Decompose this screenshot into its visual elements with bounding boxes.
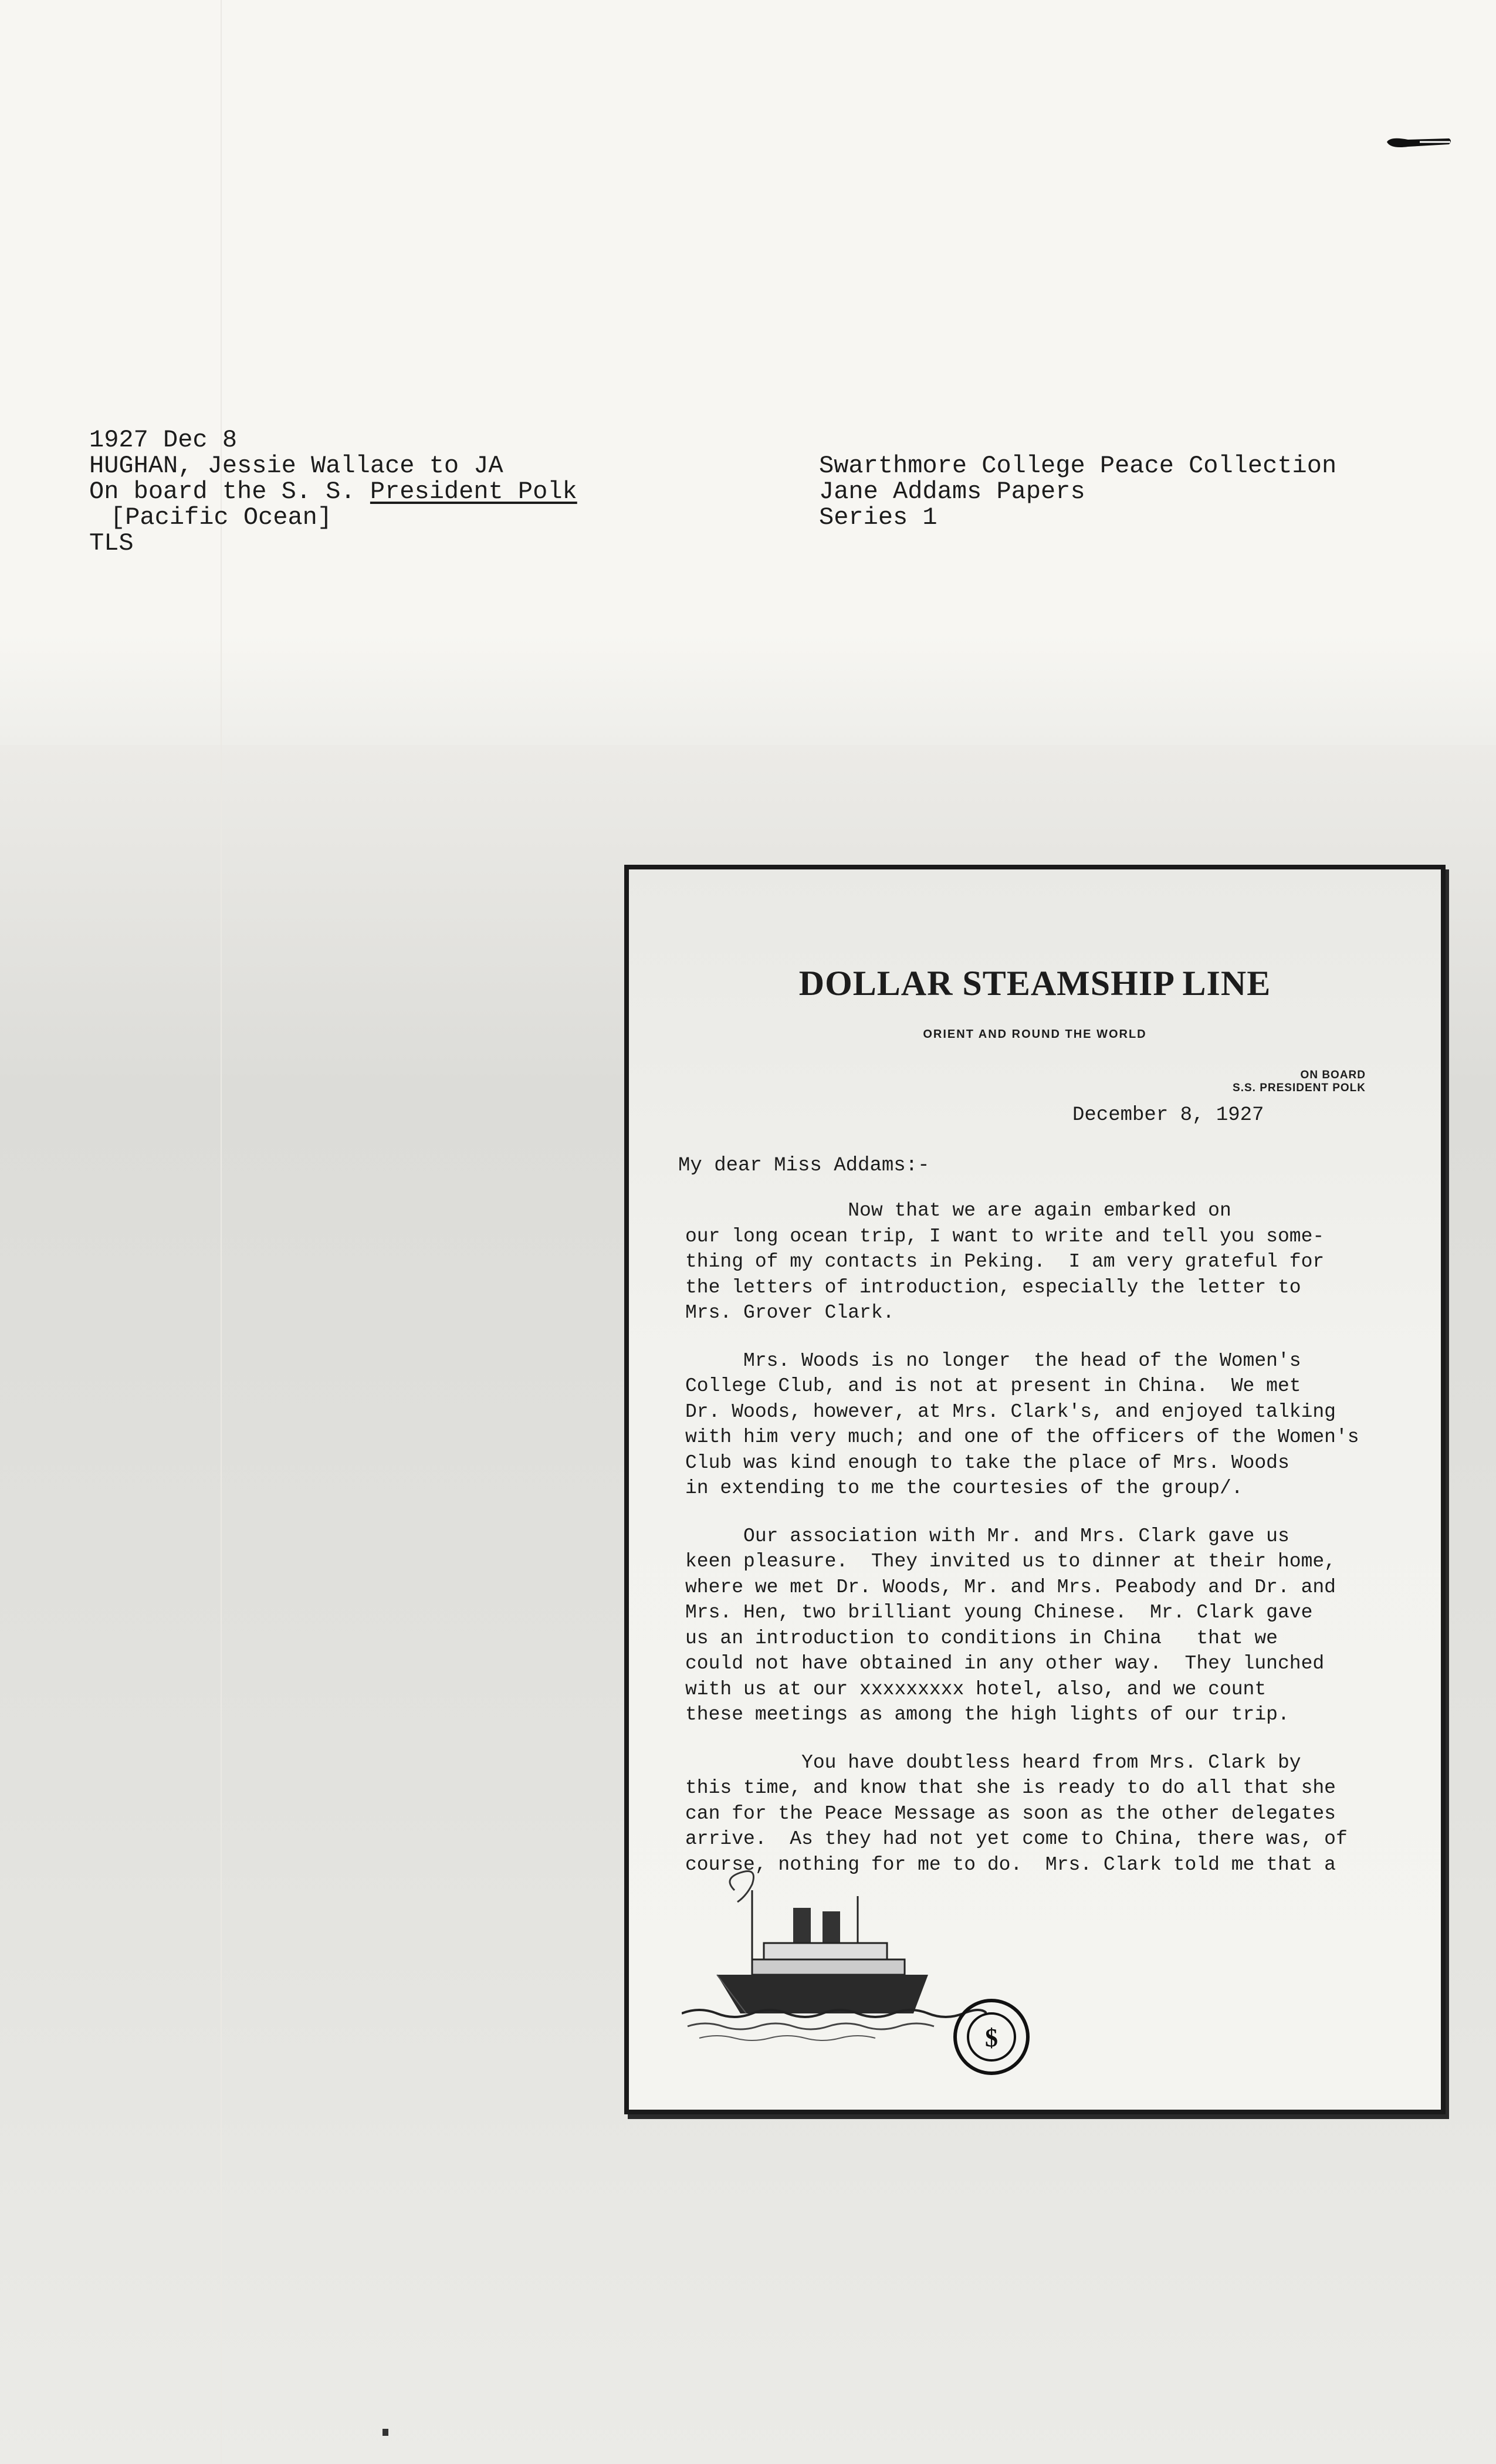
letter-salutation: My dear Miss Addams:-	[678, 1155, 930, 1177]
letterhead-onboard	[1233, 1069, 1366, 1095]
company-seal-icon	[950, 1996, 1033, 2078]
margin-line	[221, 0, 222, 2464]
onboard-label: ON BOARD	[1300, 1069, 1366, 1081]
svg-text:$: $	[985, 2023, 998, 2052]
collection-series: Series 1	[819, 503, 937, 532]
letter-body	[685, 1198, 1407, 1900]
letter-paragraph: Now that we are again embarked on our long ocean trip, I want to write and tell you some- thing of my contacts in Peking. I am very grateful for the letters of introduction, especially the letter to Mrs. Grover Clark.	[685, 1200, 1325, 1324]
collection-papers: Jane Addams Papers	[819, 478, 1085, 506]
letter-paragraph: You have doubtless heard from Mrs. Clark by this time, and know that she is ready to do all that she can for the Peace Message as soon as the other delegates arrive. As they had not yet come to China, there was, of course, nothing for me to do. Mrs. Clark told me that a	[685, 1751, 1348, 1876]
steamship-icon	[682, 1867, 987, 2043]
record-location	[89, 479, 577, 505]
ship-name: President Polk	[370, 478, 577, 506]
catalog-record	[89, 427, 577, 556]
background-shade-upper	[0, 634, 1496, 745]
letter-paragraph: Mrs. Woods is no longer the head of the Women's College Club, and is not at present in China. We met Dr. Woods, however, at Mrs. Clark's, and enjoyed talking with him very much; and one of the officers of the Women's Club was kind enough to take the place of Mrs. Woods in extending to me the courtesies of the group/.	[685, 1349, 1359, 1499]
corner-mark-icon	[1385, 134, 1455, 150]
collection-info	[819, 453, 1336, 530]
letter-paragraph: Our association with Mr. and Mrs. Clark gave us keen pleasure. They invited us to dinner at their home, where we met Dr. Woods, Mr. and Mrs. Peabody and Dr. and Mrs. Hen, two brilliant young Chinese. Mr. Clark gave us an introduction to conditions in China that we could not have obtained in any other way. They lunched with us at our xxxxxxxxx hotel, also, and we count these meetings as among the high lights of our trip.	[685, 1525, 1336, 1725]
location-prefix: On board the S. S.	[89, 478, 370, 506]
letterhead-company: DOLLAR STEAMSHIP LINE	[798, 964, 1271, 1003]
letterhead-tagline: ORIENT AND ROUND THE WORLD	[923, 1028, 1147, 1041]
record-date: 1927 Dec 8	[89, 426, 238, 454]
onboard-ship: S.S. PRESIDENT POLK	[1233, 1082, 1366, 1094]
collection-name: Swarthmore College Peace Collection	[819, 452, 1337, 480]
scanned-letter	[624, 865, 1446, 2114]
record-correspondents: HUGHAN, Jessie Wallace to JA	[89, 452, 503, 480]
record-region: [Pacific Ocean]	[110, 503, 333, 532]
letter-date: December 8, 1927	[1072, 1104, 1264, 1126]
scan-speck	[383, 2429, 388, 2436]
record-doc-type: TLS	[89, 529, 134, 557]
